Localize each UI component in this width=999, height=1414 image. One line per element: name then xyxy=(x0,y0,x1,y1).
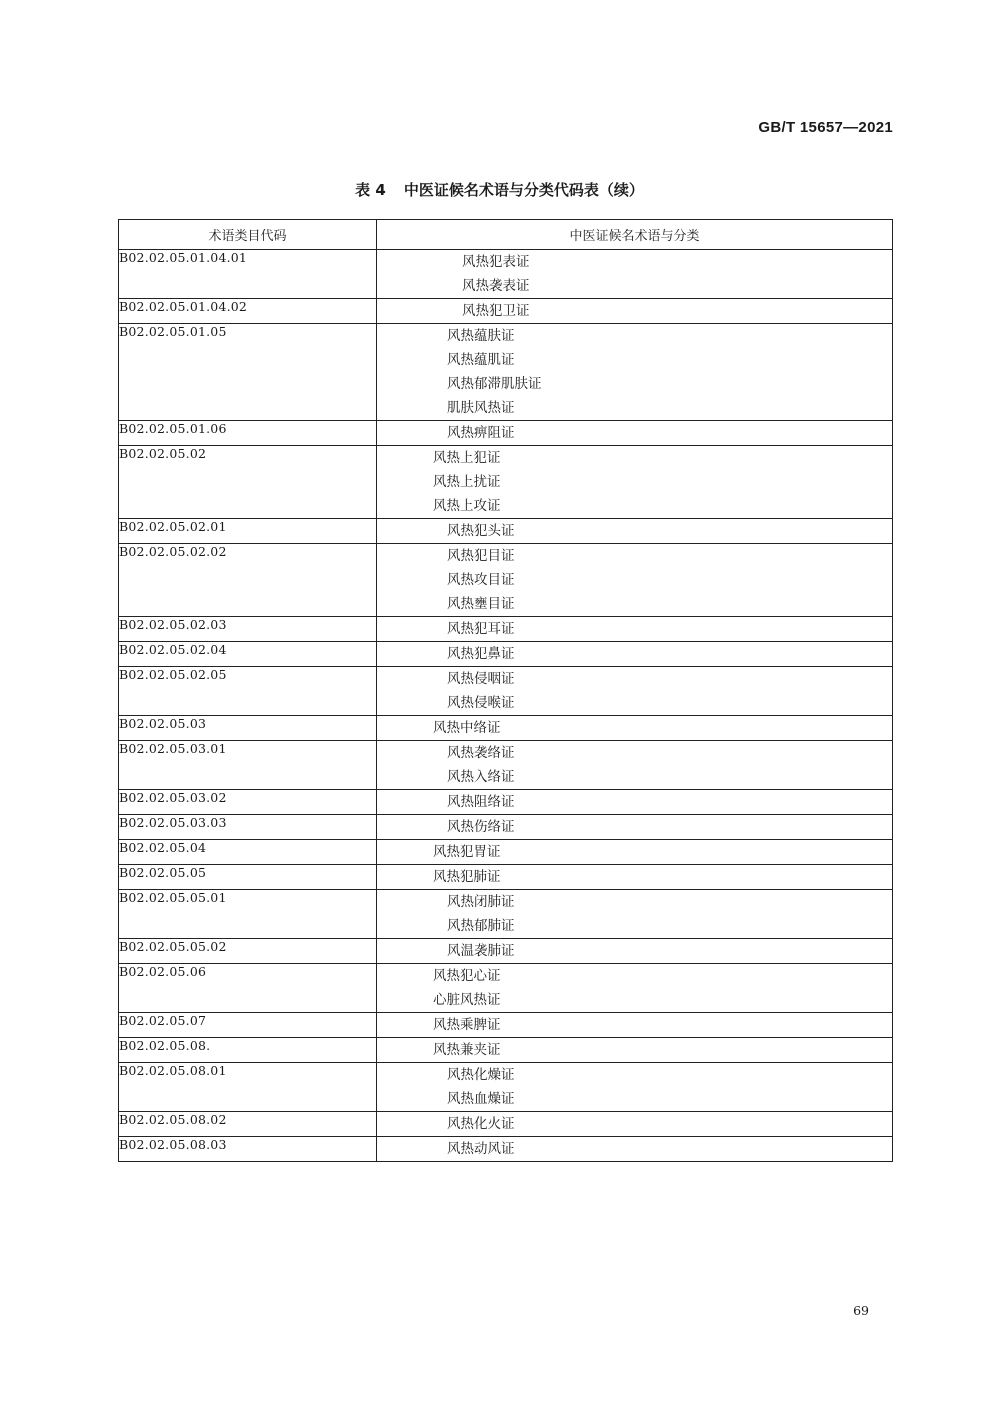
column-header-terms: 中医证候名术语与分类 xyxy=(377,220,893,250)
syndrome-term: 风热兼夹证 xyxy=(433,1042,501,1058)
page-number: 69 xyxy=(853,1303,869,1318)
table-row xyxy=(119,617,893,642)
syndrome-term: 风热犯耳证 xyxy=(447,621,515,637)
table-row xyxy=(119,964,893,1013)
syndrome-term: 风热蕴肌证 xyxy=(447,352,515,368)
category-code: B02.02.05.01.06 xyxy=(119,421,377,446)
table-row xyxy=(119,865,893,890)
category-code: B02.02.05.05.02 xyxy=(119,939,377,964)
table-row xyxy=(119,642,893,667)
term-cell xyxy=(377,1013,893,1038)
term-cell xyxy=(377,250,893,299)
syndrome-term: 风热化燥证 xyxy=(447,1067,515,1083)
table-header-row xyxy=(119,220,893,250)
syndrome-term: 风热郁滞肌肤证 xyxy=(447,376,542,392)
syndrome-term: 风热动风证 xyxy=(447,1141,515,1157)
table-row xyxy=(119,716,893,741)
syndrome-term: 风温袭肺证 xyxy=(447,943,515,959)
syndrome-term: 风热伤络证 xyxy=(447,819,515,835)
term-cell xyxy=(377,939,893,964)
category-code: B02.02.05.02.04 xyxy=(119,642,377,667)
syndrome-term: 风热上犯证 xyxy=(433,450,501,466)
table-row xyxy=(119,667,893,716)
term-cell xyxy=(377,815,893,840)
category-code: B02.02.05.07 xyxy=(119,1013,377,1038)
term-cell xyxy=(377,741,893,790)
term-cell xyxy=(377,617,893,642)
standard-number: GB/T 15657—2021 xyxy=(758,119,893,136)
syndrome-term: 肌肤风热证 xyxy=(447,400,515,416)
syndrome-term: 风热入络证 xyxy=(447,769,515,785)
category-code: B02.02.05.03.02 xyxy=(119,790,377,815)
term-cell xyxy=(377,324,893,421)
term-cell xyxy=(377,1038,893,1063)
syndrome-term: 心脏风热证 xyxy=(433,992,501,1008)
table-row xyxy=(119,421,893,446)
table-body xyxy=(119,250,893,1162)
syndrome-term: 风热闭肺证 xyxy=(447,894,515,910)
term-cell xyxy=(377,642,893,667)
syndrome-term: 风热犯心证 xyxy=(433,968,501,984)
category-code: B02.02.05.06 xyxy=(119,964,377,1013)
table-row xyxy=(119,1038,893,1063)
category-code: B02.02.05.01.05 xyxy=(119,324,377,421)
table-row xyxy=(119,446,893,519)
category-code: B02.02.05.01.04.02 xyxy=(119,299,377,324)
term-cell xyxy=(377,1063,893,1112)
syndrome-term: 风热痹阻证 xyxy=(447,425,515,441)
syndrome-term: 风热乘脾证 xyxy=(433,1017,501,1033)
table-row xyxy=(119,1112,893,1137)
table-row xyxy=(119,544,893,617)
term-cell xyxy=(377,519,893,544)
table-row xyxy=(119,939,893,964)
syndrome-term: 风热中络证 xyxy=(433,720,501,736)
table-row xyxy=(119,840,893,865)
syndrome-term: 风热上攻证 xyxy=(433,498,501,514)
category-code: B02.02.05.08. xyxy=(119,1038,377,1063)
syndrome-term: 风热侵喉证 xyxy=(447,695,515,711)
syndrome-term: 风热郁肺证 xyxy=(447,918,515,934)
category-code: B02.02.05.02.02 xyxy=(119,544,377,617)
syndrome-term: 风热犯鼻证 xyxy=(447,646,515,662)
term-cell xyxy=(377,421,893,446)
category-code: B02.02.05.05 xyxy=(119,865,377,890)
syndrome-term: 风热侵咽证 xyxy=(447,671,515,687)
table-row xyxy=(119,519,893,544)
syndrome-term: 风热犯肺证 xyxy=(433,869,501,885)
table-title: 中医证候名术语与分类代码表（续） xyxy=(403,181,644,199)
syndrome-term: 风热蕴肤证 xyxy=(447,328,515,344)
table-caption xyxy=(0,179,999,200)
syndrome-term: 风热上扰证 xyxy=(433,474,501,490)
term-cell xyxy=(377,667,893,716)
table-row xyxy=(119,815,893,840)
category-code: B02.02.05.02.05 xyxy=(119,667,377,716)
syndrome-term: 风热化火证 xyxy=(447,1116,515,1132)
table-row xyxy=(119,250,893,299)
syndrome-term: 风热袭络证 xyxy=(447,745,515,761)
syndrome-term: 风热攻目证 xyxy=(447,572,515,588)
table-row xyxy=(119,1063,893,1112)
syndrome-term: 风热壅目证 xyxy=(447,596,515,612)
table-row xyxy=(119,890,893,939)
table-number: 表 4 xyxy=(355,181,386,199)
table-row xyxy=(119,324,893,421)
syndrome-term: 风热犯头证 xyxy=(447,523,515,539)
category-code: B02.02.05.01.04.01 xyxy=(119,250,377,299)
category-code: B02.02.05.02.01 xyxy=(119,519,377,544)
category-code: B02.02.05.02.03 xyxy=(119,617,377,642)
term-cell xyxy=(377,446,893,519)
term-cell xyxy=(377,790,893,815)
category-code: B02.02.05.08.02 xyxy=(119,1112,377,1137)
term-cell xyxy=(377,865,893,890)
syndrome-term: 风热犯目证 xyxy=(447,548,515,564)
category-code: B02.02.05.03 xyxy=(119,716,377,741)
table-row xyxy=(119,790,893,815)
term-cell xyxy=(377,890,893,939)
term-cell xyxy=(377,544,893,617)
term-cell xyxy=(377,1112,893,1137)
syndrome-term: 风热犯表证 xyxy=(462,254,530,270)
category-code: B02.02.05.02 xyxy=(119,446,377,519)
terms-table xyxy=(118,219,893,1162)
syndrome-term: 风热血燥证 xyxy=(447,1091,515,1107)
category-code: B02.02.05.08.03 xyxy=(119,1137,377,1162)
table-row xyxy=(119,299,893,324)
term-cell xyxy=(377,1137,893,1162)
category-code: B02.02.05.04 xyxy=(119,840,377,865)
table-row xyxy=(119,1137,893,1162)
syndrome-term: 风热犯胃证 xyxy=(433,844,501,860)
table-row xyxy=(119,1013,893,1038)
term-cell xyxy=(377,964,893,1013)
category-code: B02.02.05.03.01 xyxy=(119,741,377,790)
syndrome-term: 风热犯卫证 xyxy=(462,303,530,319)
syndrome-term: 风热阻络证 xyxy=(447,794,515,810)
term-cell xyxy=(377,840,893,865)
term-cell xyxy=(377,299,893,324)
table-row xyxy=(119,741,893,790)
term-cell xyxy=(377,716,893,741)
category-code: B02.02.05.03.03 xyxy=(119,815,377,840)
column-header-code: 术语类目代码 xyxy=(119,220,377,250)
category-code: B02.02.05.08.01 xyxy=(119,1063,377,1112)
category-code: B02.02.05.05.01 xyxy=(119,890,377,939)
syndrome-term: 风热袭表证 xyxy=(462,278,530,294)
